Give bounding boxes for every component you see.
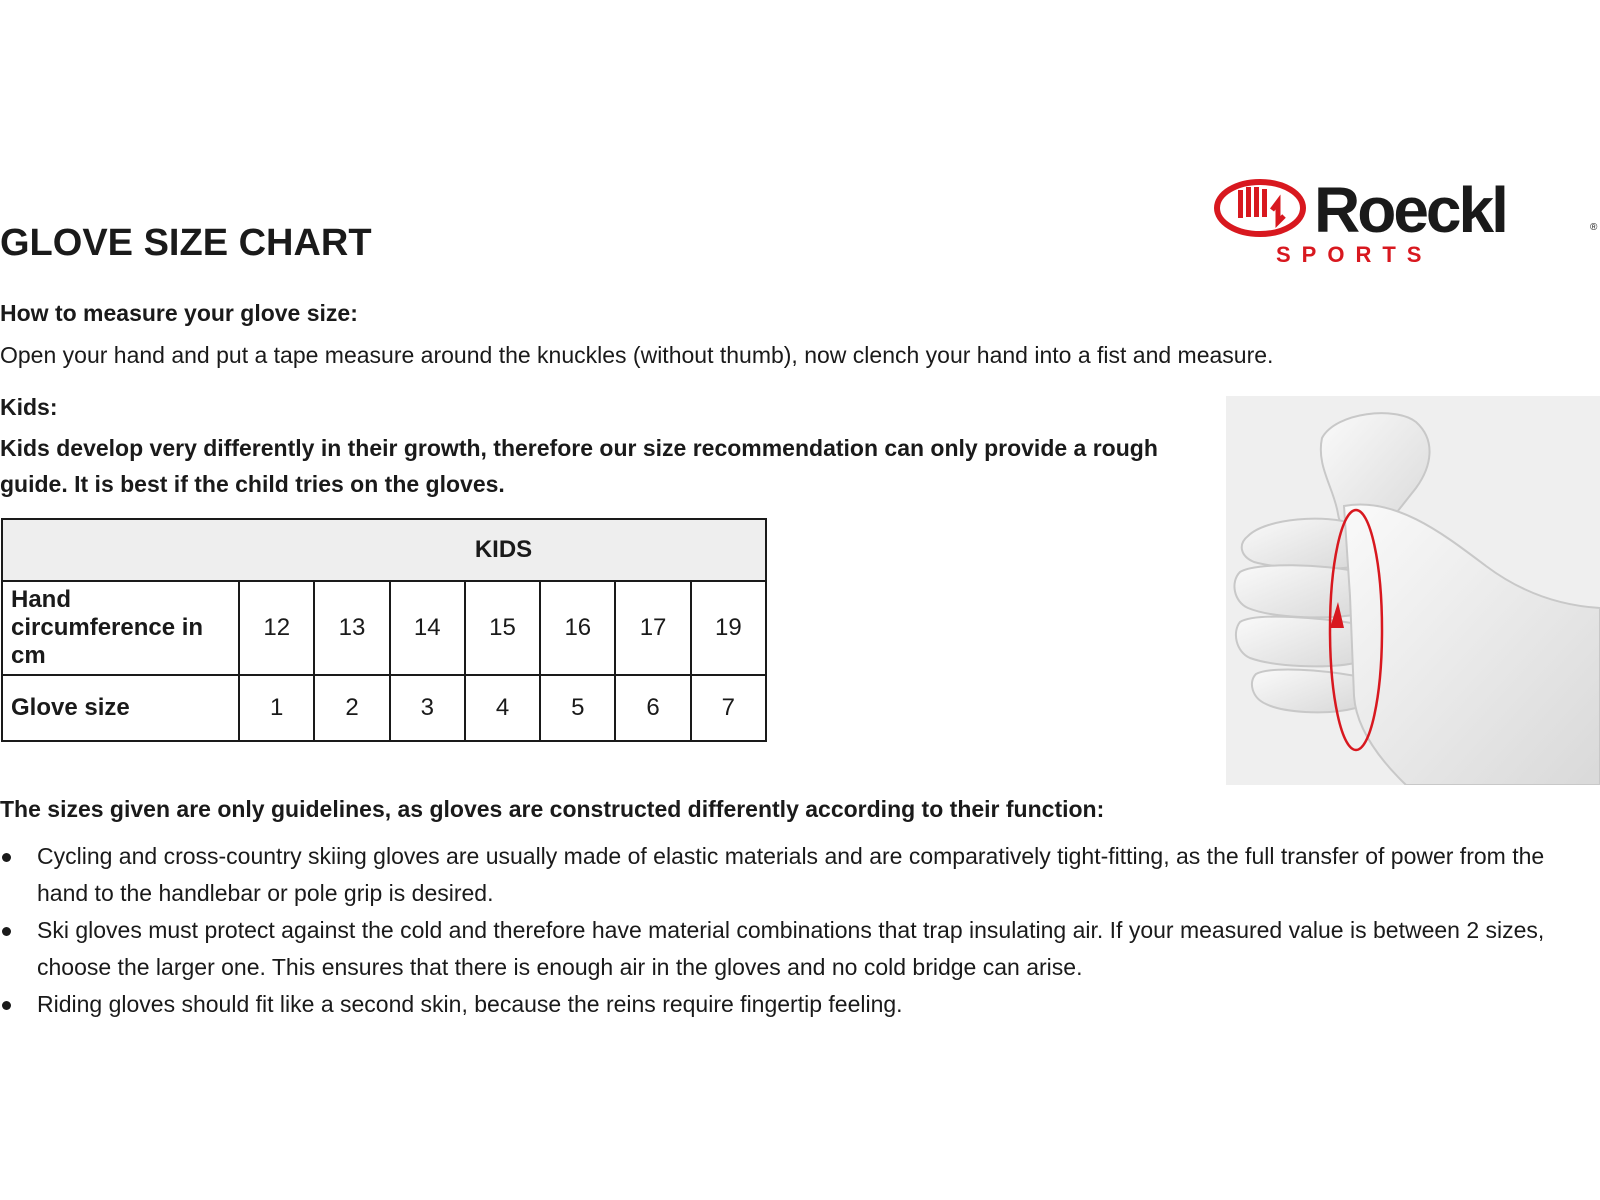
kids-heading: Kids: xyxy=(0,394,58,420)
roeckl-logo xyxy=(1214,176,1600,270)
table-cell: 3 xyxy=(390,675,465,741)
row-label-glove-size: Glove size xyxy=(2,675,239,741)
table-row-hand-circumference xyxy=(2,581,766,675)
list-item-text: Cycling and cross-country skiing gloves are usually made of elastic materials and are comparatively tight-fitting, as the full transfer of power from the hand to the handlebar or pole grip is desired. xyxy=(37,843,1545,906)
table-cell: 16 xyxy=(540,581,615,675)
measure-heading: How to measure your glove size: xyxy=(0,300,358,326)
logo-tagline: SPORTS xyxy=(1276,242,1433,267)
kids-size-table xyxy=(1,518,767,742)
table-cell: 4 xyxy=(465,675,540,741)
list-item xyxy=(0,912,1600,986)
logo-wordmark: Roeckl xyxy=(1314,176,1506,246)
bullet-icon xyxy=(2,927,11,936)
bullet-icon xyxy=(2,1001,11,1010)
table-cell: 17 xyxy=(615,581,690,675)
page-title: GLOVE SIZE CHART xyxy=(0,222,372,264)
kids-note: Kids develop very differently in their growth, therefore our size recommendation can only provide a rough guide. It is best if the child tries on the gloves. xyxy=(0,435,1158,497)
list-item-text: Riding gloves should fit like a second skin, because the reins require fingertip feeling. xyxy=(37,991,903,1017)
row-label-hand-circumference: Hand circumference in cm xyxy=(2,581,239,675)
table-cell: 12 xyxy=(239,581,314,675)
list-item-text: Ski gloves must protect against the cold and therefore have material combinations that trap insulating air. If your measured value is between 2 sizes, choose the larger one. This ensures that there is enough air in the gloves and no cold bridge can arise. xyxy=(37,917,1545,980)
hand-illustration xyxy=(1226,396,1600,785)
measure-instructions: Open your hand and put a tape measure around the knuckles (without thumb), now clench your hand into a fist and measure. xyxy=(0,342,1274,368)
list-item xyxy=(0,838,1600,912)
list-item xyxy=(0,986,1600,1023)
table-row-glove-size xyxy=(2,675,766,741)
table-cell: 14 xyxy=(390,581,465,675)
table-cell: 6 xyxy=(615,675,690,741)
guidelines-list xyxy=(0,838,1600,1023)
table-cell: 2 xyxy=(314,675,389,741)
table-cell: 19 xyxy=(691,581,766,675)
hand-measurement-icon xyxy=(1226,396,1600,785)
table-cell: 5 xyxy=(540,675,615,741)
bullet-icon xyxy=(2,853,11,862)
table-cell: 7 xyxy=(691,675,766,741)
table-header-kids: KIDS xyxy=(2,519,766,581)
logo-registered-mark: ® xyxy=(1590,222,1598,233)
table-cell: 15 xyxy=(465,581,540,675)
glove-hand-logo-icon xyxy=(1214,176,1600,270)
guidelines-heading: The sizes given are only guidelines, as gloves are constructed differently according to their function: xyxy=(0,796,1105,822)
table-cell: 1 xyxy=(239,675,314,741)
table-cell: 13 xyxy=(314,581,389,675)
